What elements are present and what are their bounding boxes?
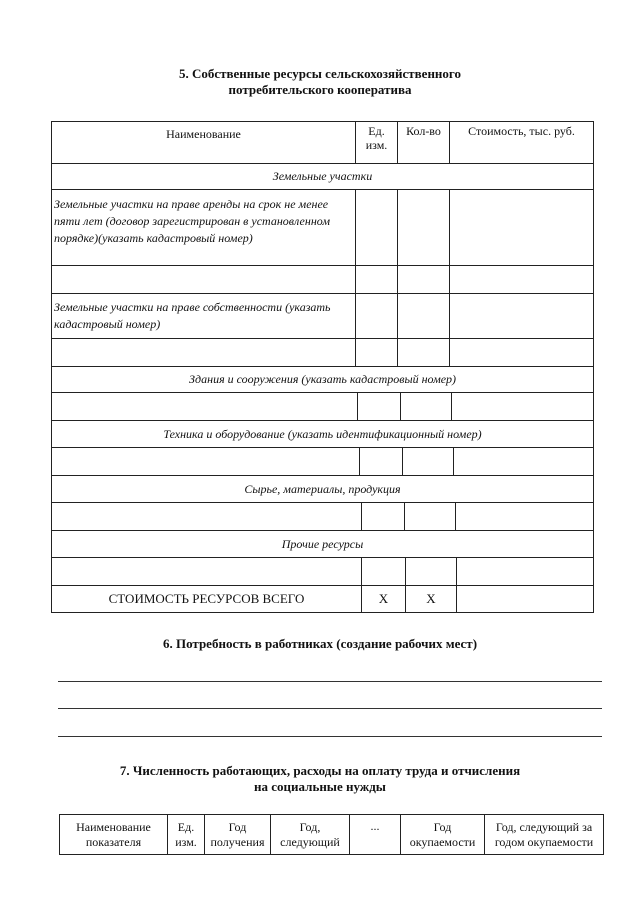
row-lease-land: Земельные участки на праве аренды на срок не менее пяти лет (договор зарегистрирован в установленном порядке)(указать кадастровый номер): [54, 197, 330, 245]
s7-col-payback-year: [401, 815, 485, 855]
row-own-land: Земельные участки на праве собственности (указать кадастровый номер): [54, 300, 331, 331]
col-header-name: Наименование: [166, 126, 241, 141]
s7-col-unit-line1: Ед.: [177, 819, 195, 834]
fill-line-3: [58, 736, 602, 737]
s7-col-unit: [168, 815, 205, 855]
s7-col-ellipsis: ...: [350, 815, 401, 855]
col-header-unit: [356, 124, 397, 162]
s7-col-name-line2: показателя: [85, 834, 142, 849]
section7-title-line1: 7. Численность работающих, расходы на оплату труда и отчисления: [119, 763, 521, 778]
section7-header-row: [60, 815, 604, 855]
group-materials: Сырье, материалы, продукция: [244, 481, 401, 496]
s7-col-year-received-line2: получения: [210, 834, 265, 849]
s7-col-name-line1: Наименование: [76, 819, 151, 834]
section5-title-line2: потребительского кооператива: [228, 82, 412, 97]
group-other: Прочие ресурсы: [281, 536, 364, 551]
s7-col-after-payback: [485, 815, 604, 855]
fill-line-1: [58, 681, 602, 682]
s7-col-after-payback-line2: годом окупаемости: [494, 834, 594, 849]
s7-col-year-next: [271, 815, 350, 855]
group-equipment: Техника и оборудование (указать идентификационный номер): [163, 426, 482, 441]
s7-col-payback-year-line1: Год: [433, 819, 452, 834]
col-header-qty: Кол-во: [406, 124, 441, 138]
s7-col-year-received: [205, 815, 271, 855]
col-header-unit-line1: Ед.: [368, 124, 385, 138]
section7-title-line2: на социальные нужды: [254, 779, 386, 794]
fill-line-2: [58, 708, 602, 709]
total-qty: Х: [426, 591, 436, 606]
s7-col-year-next-line1: Год,: [299, 819, 321, 834]
total-unit: Х: [378, 591, 389, 606]
s7-col-after-payback-line1: Год, следующий за: [495, 819, 593, 834]
col-header-cost: Стоимость, тыс. руб.: [468, 124, 575, 138]
col-header-unit-line2: изм.: [365, 138, 388, 152]
s7-col-year-received-line1: Год: [228, 819, 247, 834]
s7-col-year-next-line2: следующий: [280, 834, 340, 849]
section5-title-line1: 5. Собственные ресурсы сельскохозяйственного: [178, 66, 462, 81]
total-label: СТОИМОСТЬ РЕСУРСОВ ВСЕГО: [108, 591, 305, 606]
group-land: Земельные участки: [272, 169, 373, 183]
section7-table: [59, 814, 604, 855]
section6-title: 6. Потребность в работниках (создание рабочих мест): [162, 636, 478, 651]
s7-col-unit-line2: изм.: [175, 834, 197, 849]
s7-col-name: [60, 815, 168, 855]
group-buildings: Здания и сооружения (указать кадастровый номер): [188, 372, 457, 386]
s7-col-payback-year-line2: окупаемости: [409, 834, 476, 849]
